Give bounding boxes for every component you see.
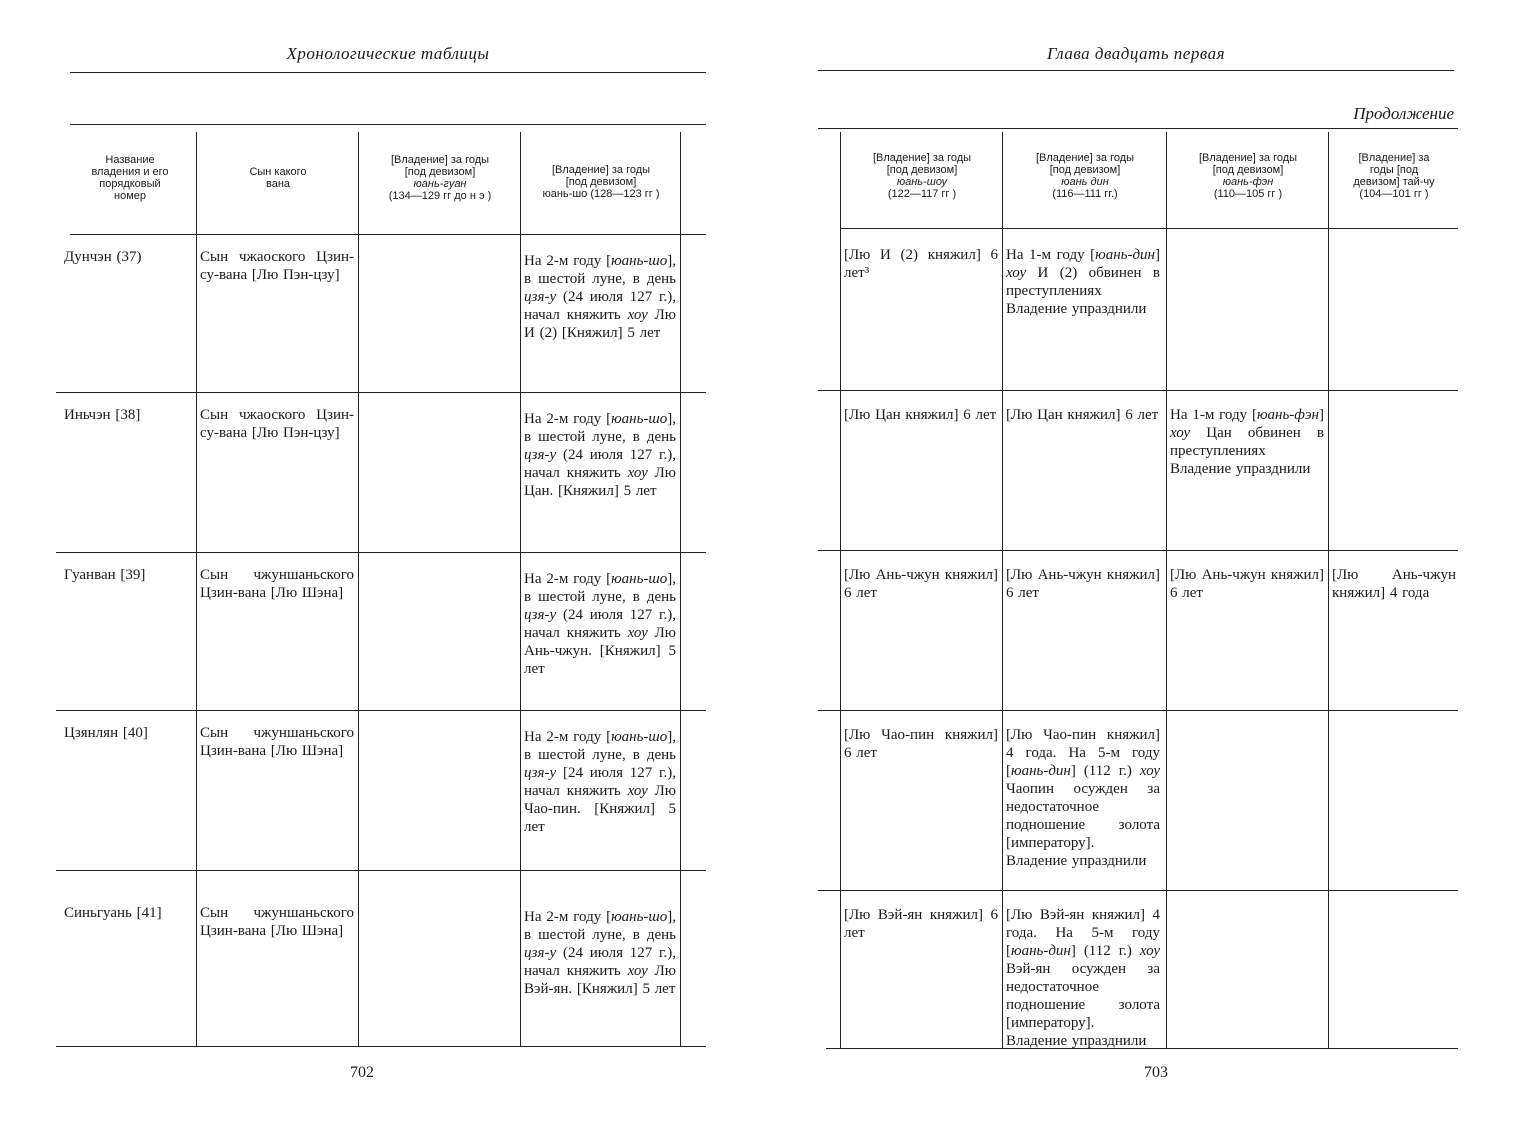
cell-text-segment: На 1-м году [ bbox=[1006, 247, 1096, 263]
cell-text-segment: (24 июля 127 г.), начал княжить bbox=[524, 447, 676, 481]
header-line: юань-шоу bbox=[896, 176, 948, 188]
cell-text-segment: Дунчэн (37) bbox=[64, 249, 142, 265]
cell-text-segment: ], в шестой луне, в день bbox=[524, 571, 676, 605]
yuan-shuo-cell bbox=[524, 570, 676, 678]
cell-text-segment: Цан обвинен в преступлениях Владение упразднили bbox=[1170, 425, 1324, 477]
father-cell bbox=[200, 248, 354, 284]
cell-text-segment: юань-шо bbox=[611, 909, 668, 925]
yuan-shou-cell bbox=[844, 566, 998, 602]
header-line: (110—105 гг ) bbox=[1213, 188, 1283, 200]
cell-text-segment: цзя-у bbox=[524, 447, 557, 463]
yuan-shou-cell bbox=[844, 246, 998, 282]
cell-text-segment: юань-шо bbox=[611, 729, 668, 745]
header-line: Название bbox=[105, 154, 155, 166]
header-line: номер bbox=[114, 190, 146, 202]
cell-text-segment: И (2) обвинен в преступлениях Владение упразднили bbox=[1006, 265, 1160, 317]
header-line: [Владение] за годы bbox=[390, 154, 490, 166]
header-line: [Владение] за bbox=[1358, 152, 1430, 164]
header-line: юань-шо (128—123 гг ) bbox=[542, 188, 660, 200]
header-line: [под девизом] bbox=[565, 176, 637, 188]
header-line: (116—111 гг.) bbox=[1052, 188, 1118, 200]
cell-text-segment: ], в шестой луне, в день bbox=[524, 253, 676, 287]
yuan-shuo-cell bbox=[524, 908, 676, 998]
header-line: (134—129 гг до н э ) bbox=[388, 190, 492, 202]
cell-text-segment: [Лю Ань-чжун княжил] 6 лет bbox=[844, 567, 998, 601]
header-yuan-shuo bbox=[522, 164, 680, 200]
cell-text-segment: [Лю Вэй-ян княжил] 4 года. На 5-м году [ bbox=[1006, 907, 1160, 959]
continued-label: Продолжение bbox=[1353, 104, 1454, 123]
cell-text-segment: Вэй-ян осужден за недостаточное подношение золота [императору]. Владение упразднили bbox=[1006, 961, 1160, 1049]
header-line: юань-гуан bbox=[413, 178, 467, 190]
cell-text-segment: Сын чжуншаньского Цзин-вана [Лю Шэна] bbox=[200, 905, 354, 939]
cell-text-segment: цзя-у bbox=[524, 289, 557, 305]
header-line: (122—117 гг ) bbox=[887, 188, 957, 200]
owner-name bbox=[64, 406, 192, 424]
cell-text-segment: ], в шестой луне, в день bbox=[524, 729, 676, 763]
cell-text-segment: юань-шо bbox=[611, 411, 668, 427]
chronology-table-left bbox=[56, 124, 706, 1050]
father-cell bbox=[200, 724, 354, 760]
cell-text-segment: Лю Цан. [Княжил] 5 лет bbox=[524, 465, 676, 499]
cell-text-segment: юань-фэн bbox=[1256, 407, 1319, 423]
cell-text-segment: хоу bbox=[627, 783, 648, 799]
cell-text-segment: ] (112 г.) bbox=[1070, 943, 1140, 959]
owner-name bbox=[64, 566, 192, 584]
cell-text-segment: юань-шо bbox=[611, 571, 668, 587]
cell-text-segment: ], в шестой луне, в день bbox=[524, 411, 676, 445]
yuan-feng-cell bbox=[1170, 566, 1324, 602]
cell-text-segment: цзя-у bbox=[524, 945, 557, 961]
header-line: порядковый bbox=[99, 178, 161, 190]
cell-text-segment: юань-шо bbox=[611, 253, 668, 269]
cell-text-segment: хоу bbox=[627, 963, 648, 979]
header-tai-chu bbox=[1330, 152, 1458, 200]
header-yuan-guang bbox=[360, 154, 520, 202]
cell-text-segment: На 2-м году [ bbox=[524, 729, 612, 745]
cell-text-segment: Лю И (2) [Княжил] 5 лет bbox=[524, 307, 676, 341]
yuan-ding-cell bbox=[1006, 406, 1160, 424]
cell-text-segment: юань-дин bbox=[1011, 943, 1071, 959]
head-rule-right bbox=[818, 70, 1454, 71]
header-line: [под девизом] bbox=[1049, 164, 1121, 176]
header-line: [под девизом] bbox=[886, 164, 958, 176]
cell-text-segment: хоу bbox=[627, 465, 648, 481]
cell-text-segment: [Лю Ань-чжун княжил] 4 года bbox=[1332, 567, 1456, 601]
right-page bbox=[762, 0, 1524, 1142]
yuan-shuo-cell bbox=[524, 410, 676, 500]
cell-text-segment: Чаопин осужден за недостаточное подношение золота [императору]. Владение упразднили bbox=[1006, 781, 1160, 869]
cell-text-segment: хоу bbox=[627, 307, 648, 323]
header-father bbox=[198, 166, 358, 190]
header-yuan-shou bbox=[842, 152, 1002, 200]
page-number-left: 702 bbox=[350, 1064, 374, 1081]
cell-text-segment: На 2-м году [ bbox=[524, 571, 612, 587]
cell-text-segment: Лю Чао-пин. [Княжил] 5 лет bbox=[524, 783, 676, 835]
yuan-ding-cell bbox=[1006, 906, 1160, 1050]
cell-text-segment: На 2-м году [ bbox=[524, 253, 612, 269]
header-line: [под девизом] bbox=[1212, 164, 1284, 176]
cell-text-segment: цзя-у bbox=[524, 765, 557, 781]
header-line: юань-фэн bbox=[1222, 176, 1274, 188]
yuan-shou-cell bbox=[844, 906, 998, 942]
header-owner bbox=[64, 154, 196, 202]
yuan-shou-cell bbox=[844, 726, 998, 762]
cell-text-segment: (24 июля 127 г.), начал княжить bbox=[524, 945, 676, 979]
header-line: юань дин bbox=[1061, 176, 1109, 188]
father-cell bbox=[200, 566, 354, 602]
cell-text-segment: юань-дин bbox=[1011, 763, 1071, 779]
yuan-shuo-cell bbox=[524, 252, 676, 342]
cell-text-segment: хоу bbox=[1139, 763, 1160, 779]
yuan-ding-cell bbox=[1006, 726, 1160, 870]
yuan-shuo-cell bbox=[524, 728, 676, 836]
owner-name bbox=[64, 724, 192, 742]
cell-text-segment: Сын чжуншаньского Цзин-вана [Лю Шэна] bbox=[200, 567, 354, 601]
cell-text-segment: На 2-м году [ bbox=[524, 411, 612, 427]
header-line: вана bbox=[265, 178, 291, 190]
header-line: [Владение] за годы bbox=[872, 152, 972, 164]
cell-text-segment: Синьгуань [41] bbox=[64, 905, 162, 921]
cell-text-segment: [Лю Чао-пин княжил] 6 лет bbox=[844, 727, 998, 761]
running-head-left: Хронологические таблицы bbox=[286, 44, 490, 63]
cell-text-segment: ] bbox=[1155, 247, 1160, 263]
owner-name bbox=[64, 904, 192, 922]
cell-text-segment: Сын чжуншаньского Цзин-вана [Лю Шэна] bbox=[200, 725, 354, 759]
cell-text-segment: (24 июля 127 г.), начал княжить bbox=[524, 607, 676, 641]
cell-text-segment: хоу bbox=[627, 625, 648, 641]
cell-text-segment: [Лю Ань-чжун княжил] 6 лет bbox=[1170, 567, 1324, 601]
cell-text-segment: хоу bbox=[1170, 425, 1191, 441]
cell-text-segment: ] (112 г.) bbox=[1070, 763, 1140, 779]
cell-text-segment: хоу bbox=[1006, 265, 1027, 281]
cell-text-segment: Цзянлян [40] bbox=[64, 725, 148, 741]
cell-text-segment: [Лю Цан княжил] 6 лет bbox=[1006, 407, 1159, 423]
cell-text-segment: [Лю И (2) княжил] 6 лет³ bbox=[844, 247, 998, 281]
yuan-ding-cell bbox=[1006, 246, 1160, 318]
tai-chu-cell bbox=[1332, 566, 1456, 602]
cell-text-segment: Иньчэн [38] bbox=[64, 407, 141, 423]
cell-text-segment: На 2-м году [ bbox=[524, 909, 612, 925]
cell-text-segment: На 1-м году [ bbox=[1170, 407, 1257, 423]
cell-text-segment: Сын чжаоского Цзин-су-вана [Лю Пэн-цзу] bbox=[200, 249, 354, 283]
cell-text-segment: ], в шестой луне, в день bbox=[524, 909, 676, 943]
header-line: владения и его bbox=[91, 166, 169, 178]
header-yuan-ding bbox=[1004, 152, 1166, 200]
yuan-ding-cell bbox=[1006, 566, 1160, 602]
header-line: Сын какого bbox=[249, 166, 307, 178]
cell-text-segment: [Лю Чао-пин княжил] 4 года. На 5-м году [ bbox=[1006, 727, 1160, 779]
father-cell bbox=[200, 904, 354, 940]
cell-text-segment: Сын чжаоского Цзин-су-вана [Лю Пэн-цзу] bbox=[200, 407, 354, 441]
father-cell bbox=[200, 406, 354, 442]
cell-text-segment: Гуанван [39] bbox=[64, 567, 146, 583]
running-head-right: Глава двадцать первая bbox=[1046, 44, 1226, 63]
cell-text-segment: хоу bbox=[1139, 943, 1160, 959]
cell-text-segment: [24 июля 127 г.), начал княжить bbox=[524, 765, 676, 799]
header-line: (104—101 гг ) bbox=[1359, 188, 1429, 200]
owner-name bbox=[64, 248, 192, 266]
cell-text-segment: цзя-у bbox=[524, 607, 557, 623]
head-rule-left bbox=[70, 72, 706, 73]
yuan-shou-cell bbox=[844, 406, 998, 424]
cell-text-segment: Лю Ань-чжун. [Княжил] 5 лет bbox=[524, 625, 676, 677]
cell-text-segment: ] bbox=[1319, 407, 1324, 423]
cell-text-segment: [Лю Ань-чжун княжил] 6 лет bbox=[1006, 567, 1160, 601]
cell-text-segment: (24 июля 127 г.), начал княжить bbox=[524, 289, 676, 323]
chronology-table-right bbox=[818, 128, 1458, 1054]
header-line: [Владение] за годы bbox=[1035, 152, 1135, 164]
cell-text-segment: юань-дин bbox=[1095, 247, 1155, 263]
header-line: годы [под bbox=[1369, 164, 1419, 176]
cell-text-segment: [Лю Вэй-ян княжил] 6 лет bbox=[844, 907, 998, 941]
header-line: [под девизом] bbox=[404, 166, 476, 178]
cell-text-segment: [Лю Цан княжил] 6 лет bbox=[844, 407, 997, 423]
header-line: девизом] тай-чу bbox=[1353, 176, 1435, 188]
yuan-feng-cell bbox=[1170, 406, 1324, 478]
header-yuan-feng bbox=[1168, 152, 1328, 200]
header-line: [Владение] за годы bbox=[1198, 152, 1298, 164]
page-number-right: 703 bbox=[1144, 1064, 1168, 1081]
cell-text-segment: Лю Вэй-ян. [Княжил] 5 лет bbox=[524, 963, 676, 997]
header-line: [Владение] за годы bbox=[551, 164, 651, 176]
